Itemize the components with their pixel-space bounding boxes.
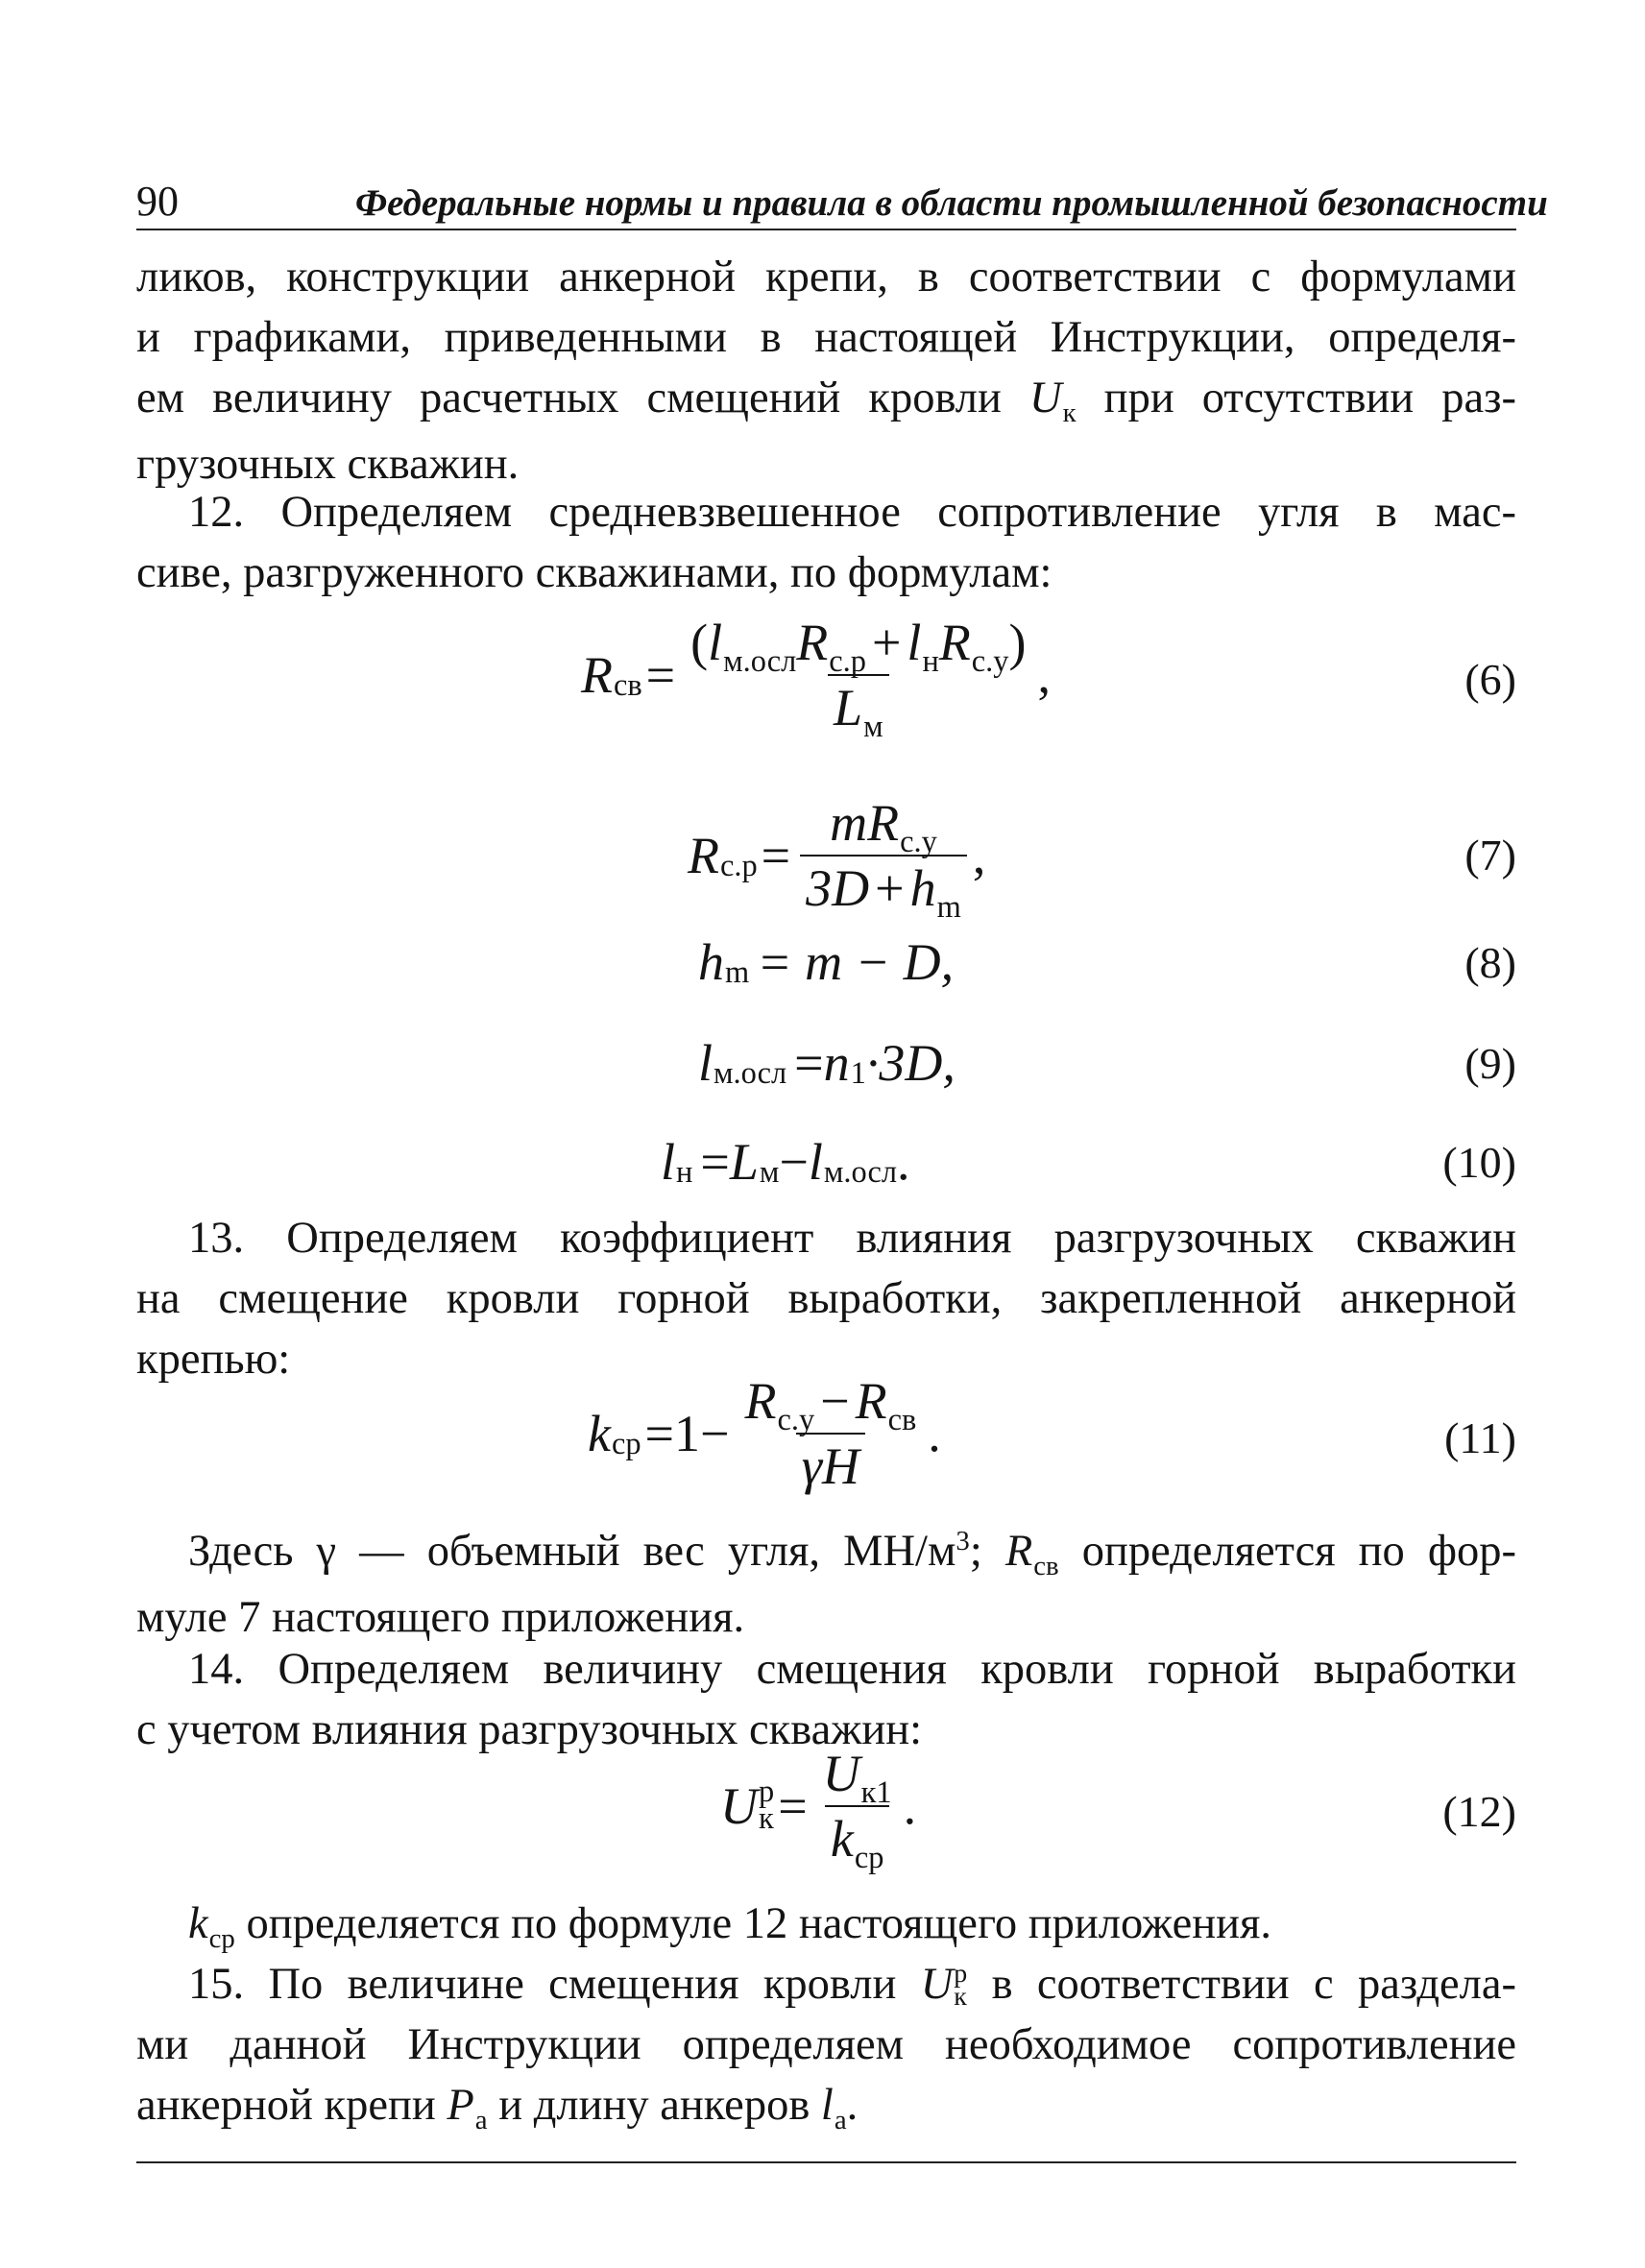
fraction: [800, 794, 967, 925]
math-symbol: h: [909, 859, 936, 917]
text-segment: в соответствии с раздела-: [967, 1960, 1516, 2009]
formula-10: [661, 1133, 910, 1191]
text-line: [136, 1954, 1516, 2015]
math-paren: (: [690, 614, 709, 671]
math-operator: +: [875, 859, 905, 917]
math-subscript: к: [1062, 397, 1077, 428]
math-symbol: R: [1004, 1527, 1033, 1576]
text-segment: анкерной крепи: [136, 2081, 448, 2130]
math-subscript: с.р: [829, 643, 866, 679]
text-line: 14. Определяем величину смещения кровли горной выработки: [188, 1645, 1516, 1694]
math-subscript: н: [922, 643, 939, 679]
text-segment: Здесь γ — объемный вес угля, МН/м: [188, 1527, 956, 1576]
text-segment: 15. По величине смещения кровли: [188, 1960, 921, 2009]
math-subscript: а: [834, 2104, 847, 2135]
paragraph-intro: [136, 247, 1516, 495]
denominator: [800, 855, 967, 925]
math-subscript: m: [936, 889, 961, 925]
math-symbol: R: [581, 646, 613, 704]
math-operator: =: [700, 1133, 730, 1191]
fraction: [685, 614, 1031, 744]
footer-rule: [136, 2161, 1516, 2163]
math-symbol: L: [834, 679, 863, 736]
math-sup-sub: [954, 1959, 968, 2012]
math-symbol: k: [830, 1810, 854, 1868]
math-subscript: к: [954, 1981, 967, 2012]
math-subscript: ср: [208, 1922, 235, 1954]
paragraph-13: [136, 1208, 1516, 1389]
paragraph-14: [136, 1639, 1516, 1760]
math-subscript: с.у: [900, 824, 937, 859]
math-superscript: 3: [956, 1526, 970, 1557]
math-symbol: 3D: [806, 859, 870, 917]
text-segment: определяется по формуле 12 настоящего приложения.: [234, 1899, 1271, 1948]
text-segment: .: [846, 2081, 859, 2130]
equation-number-6: (6): [1464, 655, 1516, 704]
math-symbol: γH: [801, 1437, 860, 1495]
math-symbol: U: [920, 1960, 954, 2009]
math-subscript: ср: [854, 1840, 884, 1875]
math-subscript: а: [474, 2104, 488, 2135]
math-subscript: св: [887, 1402, 917, 1437]
text-line: ликов, конструкции анкерной крепи, в соответствии с формулами: [136, 253, 1516, 302]
math-subscript: к: [759, 1801, 774, 1836]
math-symbol: l: [907, 614, 922, 671]
math-operator: =: [778, 1777, 808, 1835]
math-punct: .: [928, 1405, 941, 1462]
math-operator: =: [794, 1034, 824, 1092]
math-subscript: к1: [860, 1774, 892, 1810]
text-line: на смещение кровли горной выработки, закрепленной анкерной: [136, 1274, 1516, 1323]
denominator: [796, 1433, 865, 1495]
text-segment: ;: [969, 1527, 1005, 1576]
paragraph-12: [136, 482, 1516, 603]
math-subscript: м.осл: [723, 643, 797, 679]
math-subscript: ср: [611, 1427, 641, 1462]
math-superscript: р: [759, 1774, 775, 1810]
fraction: [738, 1372, 922, 1495]
math-punct: ,: [972, 827, 986, 884]
math-symbol: R: [855, 1372, 887, 1430]
numerator: [824, 794, 943, 859]
math-symbol: mR: [830, 794, 900, 852]
paragraph-kcp: [136, 1894, 1516, 1960]
math-symbol: R: [938, 614, 971, 671]
text-line: сиве, разгруженного скважинами, по формулам:: [136, 548, 1052, 597]
paragraph-definitions: [136, 1521, 1516, 1648]
formula-7: [688, 794, 986, 925]
math-subscript: м: [863, 709, 883, 744]
text-line: муле 7 настоящего приложения.: [136, 1593, 745, 1642]
math-sup-sub: [759, 1774, 775, 1836]
text-line: [136, 1894, 1516, 1960]
math-operator: +: [871, 614, 902, 671]
numerator: [817, 1745, 898, 1810]
math-operator: =: [761, 827, 791, 884]
math-operator: −: [820, 1372, 850, 1430]
running-head: Федеральные нормы и правила в области промышленной безопасности: [355, 182, 1548, 224]
math-symbol: l: [698, 1034, 714, 1092]
text-segment: и длину анкеров: [487, 2081, 821, 2130]
text-line: [136, 368, 1516, 434]
math-symbol: R: [688, 827, 719, 884]
math-subscript: м.осл: [714, 1056, 787, 1092]
math-subscript: с.р: [720, 849, 758, 884]
math-symbol: n: [823, 1034, 850, 1092]
math-operator: =: [645, 646, 676, 704]
math-symbol: k: [588, 1405, 611, 1462]
math-symbol: l: [708, 614, 723, 671]
denominator: [828, 674, 889, 744]
math-subscript: м: [759, 1155, 780, 1191]
fraction: [817, 1745, 898, 1875]
math-symbol: l: [661, 1133, 676, 1191]
math-superscript: р: [954, 1959, 968, 1990]
equation-number-8: (8): [1464, 938, 1516, 987]
math-operator: −: [779, 1133, 809, 1191]
math-subscript: св: [614, 668, 642, 704]
math-symbol: l: [820, 2081, 834, 2130]
formula-6: [581, 614, 1051, 744]
math-punct: .: [903, 1777, 917, 1835]
math-operator: =1−: [644, 1405, 730, 1462]
math-subscript: с.у: [777, 1402, 815, 1437]
math-expression: ·3D,: [865, 1034, 956, 1092]
equation-number-9: (9): [1464, 1039, 1516, 1088]
page-number: 90: [136, 178, 179, 225]
paragraph-15: [136, 1954, 1516, 2141]
header-rule: [136, 229, 1516, 230]
math-symbol: U: [822, 1745, 860, 1802]
math-subscript: 1: [850, 1056, 866, 1092]
equation-number-12: (12): [1442, 1787, 1516, 1836]
text-segment: при отсутствии раз-: [1076, 374, 1517, 422]
math-symbol: P: [447, 2081, 474, 2130]
math-symbol: U: [720, 1777, 758, 1835]
formula-8: [698, 933, 955, 991]
math-symbol: R: [744, 1372, 777, 1430]
equation-number-7: (7): [1464, 831, 1516, 880]
text-line: с учетом влияния разгрузочных скважин:: [136, 1705, 923, 1754]
equation-number-11: (11): [1444, 1413, 1516, 1462]
text-line: 13. Определяем коэффициент влияния разгрузочных скважин: [188, 1214, 1516, 1263]
text-line: грузочных скважин.: [136, 440, 520, 489]
math-symbol: R: [796, 614, 829, 671]
text-line: [136, 2075, 1516, 2141]
formula-9: [698, 1034, 956, 1092]
math-symbol: l: [808, 1133, 823, 1191]
equation-number-10: (10): [1442, 1138, 1516, 1187]
math-punct: ,: [1037, 646, 1051, 704]
text-line: и графиками, приведенными в настоящей Инструкции, определя-: [136, 313, 1516, 362]
math-paren: ): [1008, 614, 1027, 671]
formula-12: [720, 1745, 917, 1875]
math-subscript: м.осл: [823, 1155, 897, 1191]
math-punct: .: [897, 1133, 910, 1191]
math-symbol: L: [729, 1133, 759, 1191]
math-symbol: k: [188, 1899, 208, 1948]
denominator: [825, 1805, 890, 1875]
formula-11: [588, 1372, 941, 1495]
math-subscript: с.у: [971, 643, 1009, 679]
math-symbol: h: [698, 933, 724, 991]
numerator: [685, 614, 1031, 679]
text-segment: ем величину расчетных смещений кровли: [136, 374, 1029, 422]
math-expression: = m − D,: [757, 933, 955, 991]
math-subscript: m: [725, 955, 750, 991]
text-line: 12. Определяем средневзвешенное сопротивление угля в мас-: [188, 488, 1516, 537]
text-line: крепью:: [136, 1335, 291, 1384]
text-line: [136, 1521, 1516, 1587]
text-line: ми данной Инструкции определяем необходимое сопротивление: [136, 2020, 1516, 2069]
numerator: [738, 1372, 922, 1437]
math-subscript: св: [1033, 1550, 1059, 1581]
text-segment: определяется по фор-: [1058, 1527, 1516, 1576]
math-symbol: U: [1028, 374, 1062, 422]
math-subscript: н: [676, 1155, 693, 1191]
